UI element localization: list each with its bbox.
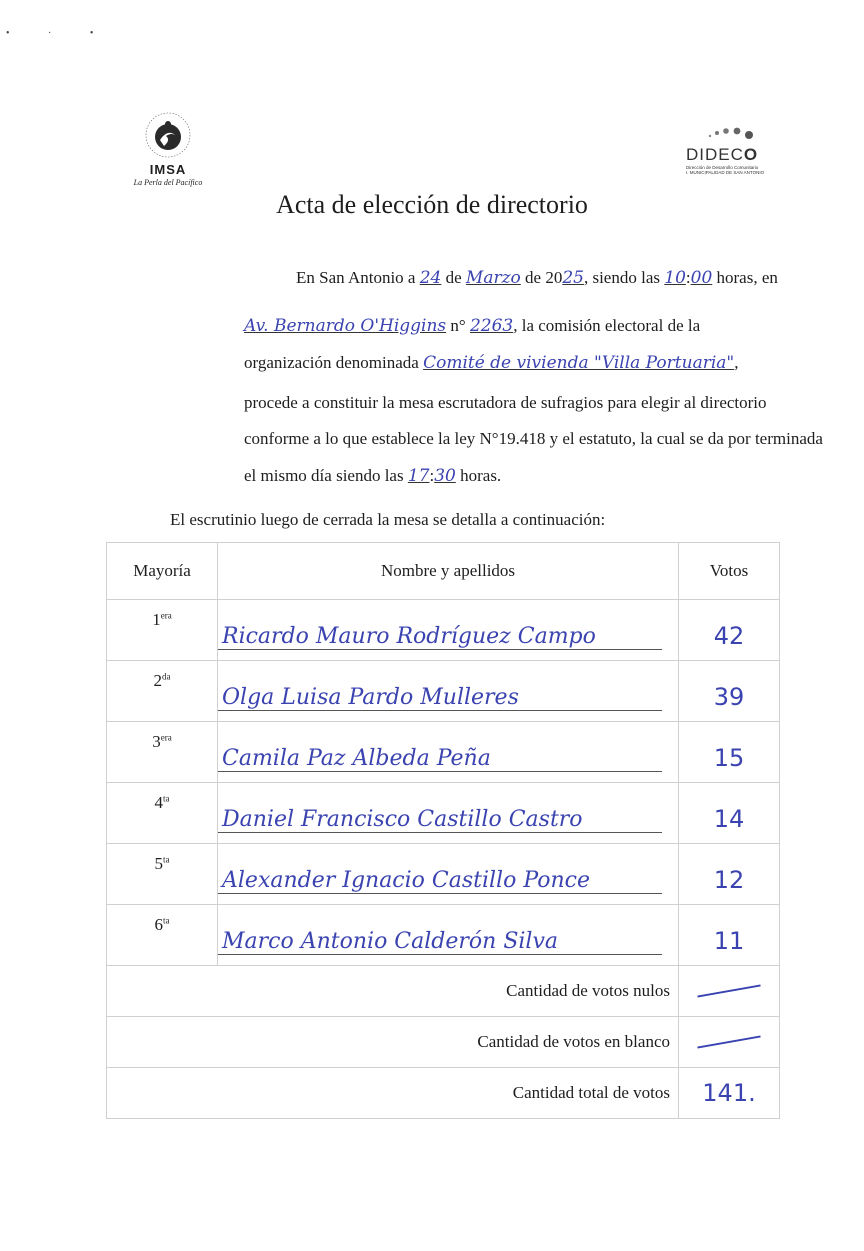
total-votes-label: Cantidad total de votos (107, 1068, 679, 1119)
start-hour-field: 10 (664, 268, 686, 288)
line-5: conforme a lo que establece la ley N°19.418 y el estatuto, la cual se da por terminada (244, 429, 823, 448)
table-row (107, 783, 780, 844)
dideco-name: DIDECO (686, 145, 759, 164)
end-hour-field: 17 (407, 466, 430, 486)
total-votes-row (107, 1068, 780, 1119)
position-cell: $2^{da}$ (107, 661, 218, 722)
dideco-subtitle-2: I. MUNICIPALIDAD DE SAN ANTONIO (686, 170, 765, 175)
table-row (107, 600, 780, 661)
end-min-field: 30 (434, 466, 456, 486)
blank-votes-row (107, 1017, 780, 1068)
dots-icon (706, 124, 756, 142)
day-field: 24 (419, 268, 442, 288)
table-row (107, 844, 780, 905)
imsa-name: IMSA (149, 162, 187, 177)
votes-cell: 11 (679, 905, 780, 966)
year-field: 25 (562, 268, 584, 288)
name-cell: Camila Paz Albeda Peña (218, 722, 679, 783)
number-field: 2263 (469, 316, 514, 336)
votes-cell: 12 (679, 844, 780, 905)
position-cell: $5^{ta}$ (107, 844, 218, 905)
position-cell: $3^{era}$ (107, 722, 218, 783)
imsa-emblem-icon (138, 110, 198, 160)
blank-votes-value (679, 1017, 780, 1068)
votes-cell: 42 (679, 600, 780, 661)
table-row (107, 905, 780, 966)
start-min-field: 00 (690, 268, 713, 288)
position-cell: $6^{ta}$ (107, 905, 218, 966)
name-cell: Ricardo Mauro Rodríguez Campo (218, 600, 679, 661)
results-intro: El escrutinio luego de cerrada la mesa se detalla a continuación: (170, 510, 606, 529)
header-position: Mayoría (107, 543, 218, 600)
line-3: organización denominada Comité de vivienda "Villa Portuaria", (244, 353, 739, 373)
votes-cell: 15 (679, 722, 780, 783)
null-votes-row (107, 966, 780, 1017)
month-field: Marzo (465, 268, 521, 288)
imsa-logo (118, 110, 218, 187)
header-name: Nombre y apellidos (218, 543, 679, 600)
document-title: Acta de elección de directorio (276, 190, 588, 219)
position-cell: $4^{ta}$ (107, 783, 218, 844)
line-6: el mismo día siendo las 17:30 horas. (244, 466, 502, 486)
name-cell: Marco Antonio Calderón Silva (218, 905, 679, 966)
name-cell: Daniel Francisco Castillo Castro (218, 783, 679, 844)
results-table (106, 542, 780, 1119)
scan-specks: • · • (6, 28, 112, 39)
header-votes: Votos (679, 543, 780, 600)
line-1: En San Antonio a 24 de Marzo de 2025, siendo las 10:00 horas, en (296, 268, 778, 288)
organization-field: Comité de vivienda "Villa Portuaria" (423, 353, 735, 373)
street-field: Av. Bernardo O'Higgins (244, 316, 447, 336)
table-header-row (107, 543, 780, 600)
table-row (107, 661, 780, 722)
name-cell: Olga Luisa Pardo Mulleres (218, 661, 679, 722)
votes-cell: 39 (679, 661, 780, 722)
imsa-tagline: La Perla del Pacífico (133, 178, 203, 187)
null-votes-label: Cantidad de votos nulos (107, 966, 679, 1017)
dideco-logo (686, 124, 778, 175)
line-4: procede a constituir la mesa escrutadora de sufragios para elegir al directorio (244, 393, 767, 412)
dideco-subtitle-1: Dirección de Desarrollo Comunitario (686, 165, 759, 170)
null-votes-value (679, 966, 780, 1017)
votes-cell: 14 (679, 783, 780, 844)
line-2: Av. Bernardo O'Higgins n° 2263, la comisión electoral de la (244, 316, 701, 336)
table-row (107, 722, 780, 783)
position-cell: $1^{era}$ (107, 600, 218, 661)
name-cell: Alexander Ignacio Castillo Ponce (218, 844, 679, 905)
blank-votes-label: Cantidad de votos en blanco (107, 1017, 679, 1068)
total-votes-value: 141. (679, 1068, 780, 1119)
